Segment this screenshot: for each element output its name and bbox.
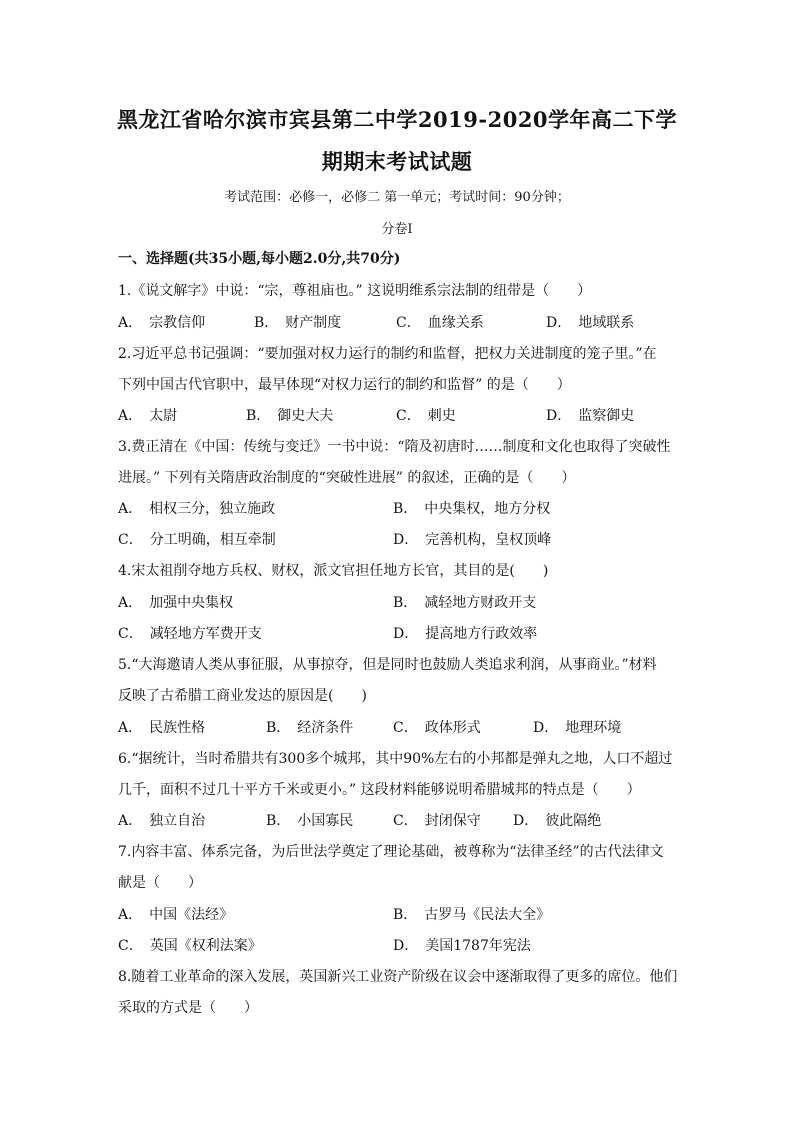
question-4-stem: 4.宋太祖削夺地方兵权、财权，派文官担任地方长官，其目的是( ) xyxy=(118,563,549,579)
question-7-stem-line1: 7.内容丰富、体系完备，为后世法学奠定了理论基础，被尊称为“法律圣经”的古代法律文 xyxy=(118,844,664,860)
q7-option-b: B． 古罗马《民法大全》 xyxy=(393,907,551,923)
q4-option-a: A． 加强中央集权 xyxy=(118,595,234,611)
q3-option-d: D． 完善机构，皇权顶峰 xyxy=(393,532,552,548)
question-5-stem-line1: 5.“大海邀请人类从事征服，从事掠夺，但是同时也鼓励人类追求利润，从事商业。”材料 xyxy=(118,657,657,673)
q3-option-b: B． 中央集权，地方分权 xyxy=(393,501,551,517)
question-1-stem: 1.《说文解字》中说：“宗，尊祖庙也。” 这说明维系宗法制的纽带是（ ） xyxy=(118,283,592,299)
question-2-stem-line1: 2.习近平总书记强调：“要加强对权力运行的制约和监督，把权力关进制度的笼子里。”在 xyxy=(118,346,657,362)
q2-option-a: A． 太尉 xyxy=(118,408,178,424)
q7-option-a: A． 中国《法经》 xyxy=(118,907,234,923)
exam-info: 考试范围：必修一，必修二 第一单元；考试时间：90分钟； xyxy=(224,190,570,205)
q7-option-c: C． 英国《权利法案》 xyxy=(118,938,262,954)
question-3-stem-line2: 进展。” 下列有关隋唐政治制度的“突破性进展” 的叙述，正确的是（ ） xyxy=(118,470,576,486)
q6-option-a: A． 独立自治 xyxy=(118,813,206,829)
q5-option-a: A． 民族性格 xyxy=(118,720,206,736)
q5-option-c: C． 政体形式 xyxy=(393,720,481,736)
q2-option-c: C． 刺史 xyxy=(396,408,456,424)
q2-option-b: B． 御史大夫 xyxy=(246,408,334,424)
question-6-stem-line1: 6.“据统计，当时希腊共有300多个城邦，其中90%左右的小邦都是弹丸之地，人口不超过 xyxy=(118,751,673,767)
question-6-stem-line2: 几千，面积不过几十平方千米或更小。” 这段材料能够说明希腊城邦的特点是（ ） xyxy=(118,782,641,798)
volume-label: 分卷I xyxy=(381,222,413,237)
q4-option-d: D． 提高地方行政效率 xyxy=(393,626,538,642)
q4-option-b: B． 减轻地方财政开支 xyxy=(393,595,537,611)
q1-option-b: B． 财产制度 xyxy=(254,315,342,331)
q2-option-d: D． 监察御史 xyxy=(546,408,635,424)
q3-option-a: A． 相权三分，独立施政 xyxy=(118,501,276,517)
question-7-stem-line2: 献是（ ） xyxy=(118,875,202,891)
q6-option-b: B． 小国寡民 xyxy=(266,813,354,829)
section-title: 一、选择题(共35小题,每小题2.0分,共70分) xyxy=(118,251,401,267)
question-2-stem-line2: 下列中国古代官职中，最早体现“对权力运行的制约和监督” 的是（ ） xyxy=(118,377,571,393)
q3-option-c: C． 分工明确，相互牵制 xyxy=(118,532,276,548)
question-8-stem-line1: 8.随着工业革命的深入发展，英国新兴工业资产阶级在议会中逐渐取得了更多的席位。他们 xyxy=(118,969,678,985)
question-8-stem-line2: 采取的方式是（ ） xyxy=(118,1000,258,1016)
exam-title-line2: 期期末考试试题 xyxy=(321,149,473,174)
q7-option-d: D． 美国1787年宪法 xyxy=(393,938,531,954)
q5-option-d: D． 地理环境 xyxy=(533,720,622,736)
q1-option-c: C． 血缘关系 xyxy=(396,315,484,331)
q5-option-b: B． 经济条件 xyxy=(266,720,354,736)
q4-option-c: C． 减轻地方军费开支 xyxy=(118,626,262,642)
exam-title-line1: 黑龙江省哈尔滨市宾县第二中学2019-2020学年高二下学 xyxy=(116,107,678,132)
q1-option-a: A． 宗教信仰 xyxy=(118,315,206,331)
q6-option-c: C． 封闭保守 xyxy=(393,813,481,829)
q1-option-d: D． 地域联系 xyxy=(546,315,635,331)
question-5-stem-line2: 反映了古希腊工商业发达的原因是( ) xyxy=(118,688,367,704)
q6-option-d: D． 彼此隔绝 xyxy=(513,813,602,829)
question-3-stem-line1: 3.费正清在《中国：传统与变迁》一书中说：“隋及初唐时……制度和文化也取得了突破性 xyxy=(118,439,671,455)
